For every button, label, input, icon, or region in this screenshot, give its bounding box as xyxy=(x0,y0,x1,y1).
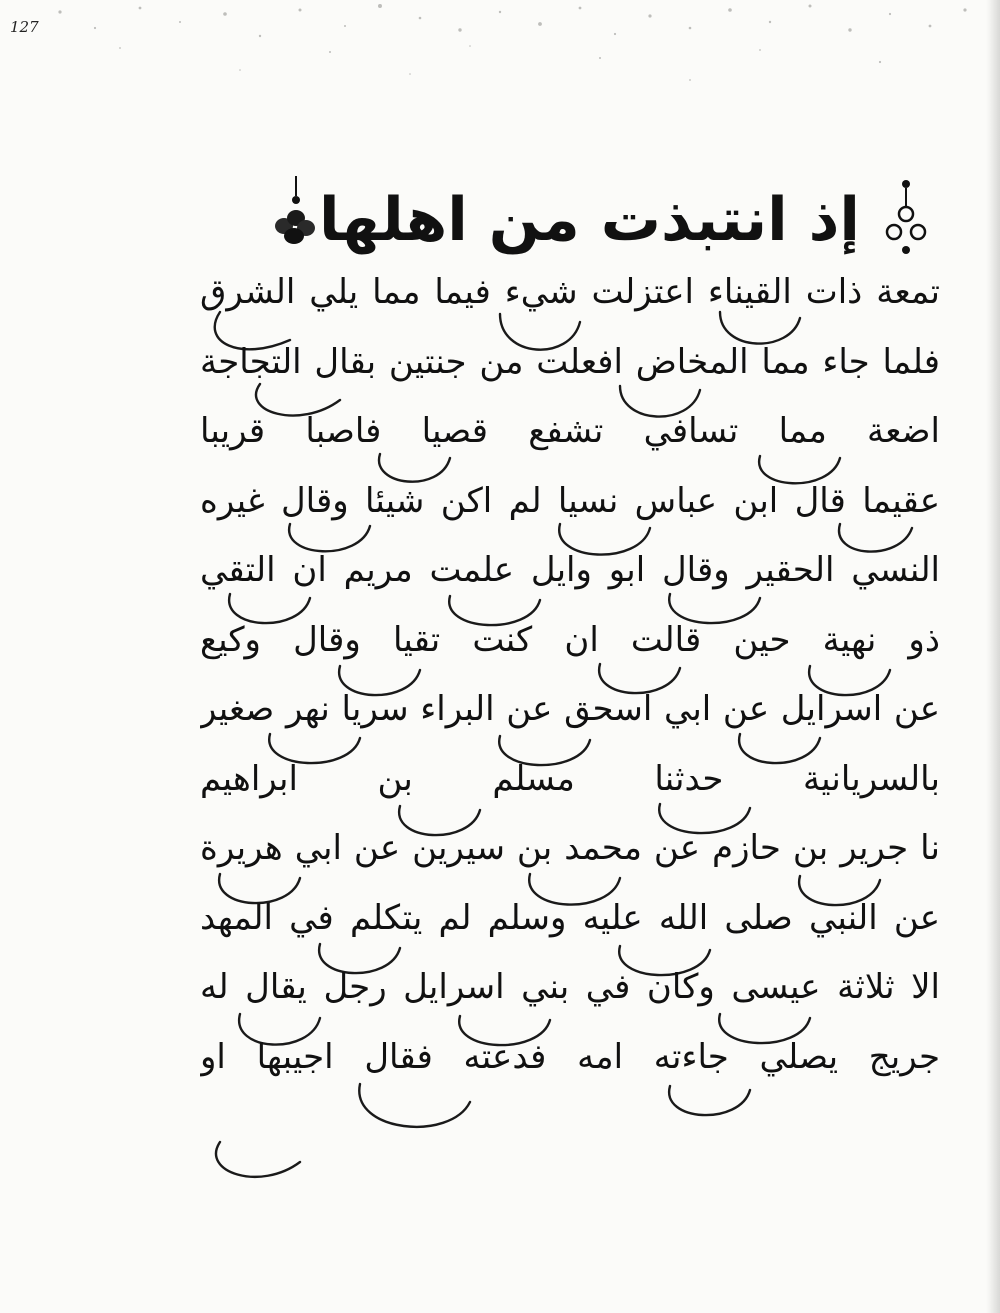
text-line: ذو نهية حين قالت ان كنت تقيا وقال وكيع xyxy=(200,619,940,660)
chapter-heading: إذ انتبذت من اهلها xyxy=(319,185,860,255)
text-line: بالسريانية حدثنا مسلم بن ابراهيم xyxy=(200,758,940,799)
text-line: عن اسرايل عن ابي اسحق عن البراء سريا نهر صغير xyxy=(200,689,940,729)
text-line: تمعة ذات القيناء اعتزلت شيء فيما مما يلي الشرق xyxy=(200,272,940,312)
folio-number: 127 xyxy=(10,18,39,36)
text-line: عن النبي صلى الله عليه وسلم لم يتكلم في المهد xyxy=(200,897,940,938)
text-line: فلما جاء مما المخاض افعلت من جنتين بقال التجاجة xyxy=(200,341,940,382)
text-line: النسي الحقير وقال ابو وايل علمت مريم ان التقي xyxy=(200,550,940,590)
page-edge-shadow xyxy=(986,0,1000,1313)
heading-ornament-right xyxy=(880,170,940,260)
manuscript-body xyxy=(200,262,940,1096)
text-line: الا ثلاثة عيسى وكان في بني اسرايل رجل يقال له xyxy=(200,967,940,1007)
text-line: اضعة مما تسافي تشفع قصيا فاصبا قريبا xyxy=(200,411,940,451)
text-line: نا جرير بن حازم عن محمد بن سيرين عن ابي هريرة xyxy=(200,828,940,868)
page-top-stain xyxy=(0,0,1000,140)
text-line: عقيما قال ابن عباس نسيا لم اكن شيئا وقال غيره xyxy=(200,480,940,521)
text-line: جريج يصلي جاءته امه فدعته فقال اجيبها او xyxy=(200,1036,940,1077)
heading-ornament-left xyxy=(262,170,322,260)
